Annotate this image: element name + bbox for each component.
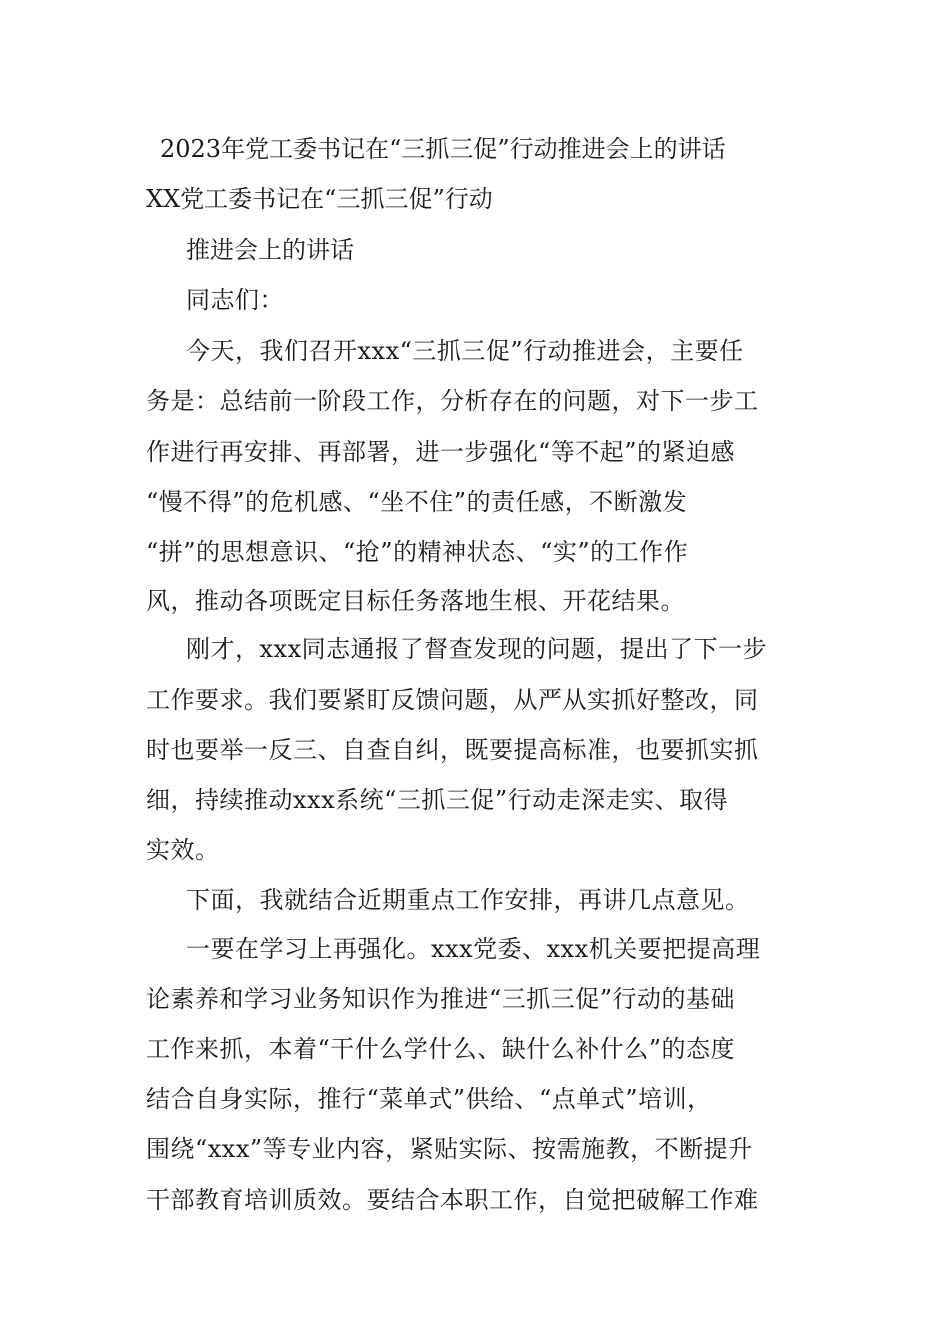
title-line-3: 推进会上的讲话	[186, 236, 354, 264]
body-line: “慢不得”的危机感、“坐不住”的责任感，不断激发	[146, 488, 688, 516]
body-line: 干部教育培训质效。要结合本职工作，自觉把破解工作难	[146, 1186, 759, 1214]
body-line: 时也要举一反三、自查自纠，既要提高标准，也要抓实抓	[146, 736, 759, 764]
body-line: 结合自身实际，推行“菜单式”供给、“点单式”培训，	[146, 1085, 712, 1113]
body-line: 工作要求。我们要紧盯反馈问题，从严从实抓好整改，同	[146, 686, 759, 714]
body-line: 实效。	[146, 836, 220, 864]
body-line: 一要在学习上再强化。xxx党委、xxx机关要把提高理	[186, 935, 761, 963]
body-line: 今天，我们召开xxx“三抓三促”行动推进会，主要任	[186, 337, 744, 365]
body-line: 工作来抓，本着“干什么学什么、缺什么补什么”的态度	[146, 1035, 736, 1063]
body-line: 风，推动各项既定目标任务落地生根、开花结果。	[146, 587, 685, 615]
body-line: 细，持续推动xxx系统“三抓三促”行动走深走实、取得	[146, 786, 729, 814]
body-line: 刚才，xxx同志通报了督查发现的问题，提出了下一步	[186, 635, 768, 663]
body-line: 作进行再安排、再部署，进一步强化“等不起”的紧迫感	[146, 438, 736, 466]
body-line: 务是：总结前一阶段工作，分析存在的问题，对下一步工	[146, 387, 759, 415]
body-line: 围绕“xxx”等专业内容，紧贴实际、按需施教，不断提升	[146, 1135, 753, 1163]
body-line: 论素养和学习业务知识作为推进“三抓三促”行动的基础	[146, 985, 736, 1013]
title-line-1: 2023年党工委书记在“三抓三促”行动推进会上的讲话	[160, 135, 726, 163]
title-line-2: XX党工委书记在“三抓三促”行动	[146, 185, 493, 213]
body-line: “拼”的思想意识、“抢”的精神状态、“实”的工作作	[146, 538, 689, 566]
body-line: 下面，我就结合近期重点工作安排，再讲几点意见。	[186, 886, 750, 914]
salutation: 同志们：	[186, 286, 284, 314]
